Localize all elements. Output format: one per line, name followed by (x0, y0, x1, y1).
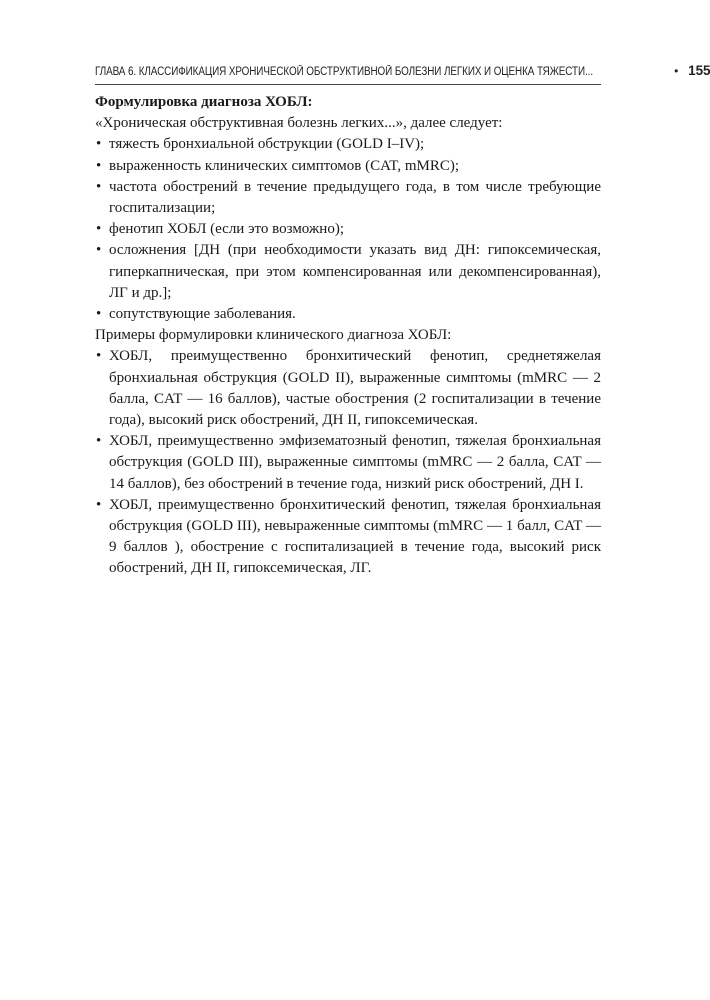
bullet-glyph: • (96, 433, 102, 450)
bullet-glyph: • (96, 136, 102, 153)
section-heading: Формулировка диагноза ХОБЛ: (95, 94, 313, 110)
list-item-text: осложнения [ДН (при необходимости указать вид ДН: гипоксемическая, гиперкапническая, при этом компенсированная или декомпенсированная), ЛГ и др.]; (109, 242, 601, 301)
bullet-glyph: • (96, 242, 102, 259)
bullet-glyph: • (96, 348, 102, 365)
bullet-glyph: • (96, 496, 102, 513)
list-item (95, 134, 601, 155)
example-item (95, 495, 601, 580)
chapter-title: ГЛАВА 6. КЛАССИФИКАЦИЯ ХРОНИЧЕСКОЙ ОБСТРУКТИВНОЙ БОЛЕЗНИ ЛЕГКИХ И ОЦЕНКА ТЯЖЕСТИ... (95, 66, 593, 78)
list-item (95, 304, 601, 325)
bullet-glyph: • (96, 157, 102, 174)
bullet-glyph: • (96, 306, 102, 323)
list-item (95, 240, 601, 304)
bullet-glyph: • (96, 221, 102, 238)
list-item (95, 219, 601, 240)
list-item-text: частота обострений в течение предыдущего года, в том числе требующие госпитализации; (109, 178, 601, 217)
bullet-glyph: • (96, 178, 102, 195)
diagnosis-examples-list (95, 346, 601, 579)
list-item-text: тяжесть бронхиальной обструкции (GOLD I–IV); (109, 136, 425, 153)
example-item-text: ХОБЛ, преимущественно эмфизематозный фенотип, тяжелая бронхиальная обструкция (GOLD III), выраженные симптомы (mMRC — 2 балла, CAT — 14 баллов), без обострений в течение года, низкий риск обострений, ДН I. (109, 433, 601, 492)
list-item (95, 177, 601, 219)
section-intro: «Хроническая обструктивная болезнь легких...», далее следует: (95, 115, 503, 132)
example-item (95, 431, 601, 495)
examples-intro: Примеры формулировки клинического диагноза ХОБЛ: (95, 327, 452, 344)
example-item-text: ХОБЛ, преимущественно бронхитический фенотип, среднетяжелая бронхиальная обструкция (GOLD II), выраженные симптомы (mMRC — 2 балла, CAT — 16 баллов), частые обострения (2 госпитализации в течение года), высокий риск обострений, ДН II, гипоксемическая. (109, 348, 601, 429)
list-item-text: выраженность клинических симптомов (CAT, mMRC); (109, 157, 460, 174)
example-item (95, 346, 601, 431)
header-rule (95, 84, 601, 85)
header-separator: • (674, 64, 679, 78)
example-item-text: ХОБЛ, преимущественно бронхитический фенотип, тяжелая бронхиальная обструкция (GOLD III), невыраженные симптомы (mMRC — 1 балл, CAT — 9 баллов ), обострение с госпитализацией в течение года, высокий риск обострений, ДН II, гипоксемическая, ЛГ. (109, 496, 601, 577)
diagnosis-components-list (95, 134, 601, 325)
list-item-text: сопутствующие заболевания. (109, 306, 296, 323)
running-head (95, 63, 710, 78)
list-item-text: фенотип ХОБЛ (если это возможно); (109, 221, 344, 238)
page-marker (674, 63, 710, 78)
page-number: 155 (688, 63, 710, 78)
list-item (95, 156, 601, 177)
page-body (95, 92, 601, 580)
